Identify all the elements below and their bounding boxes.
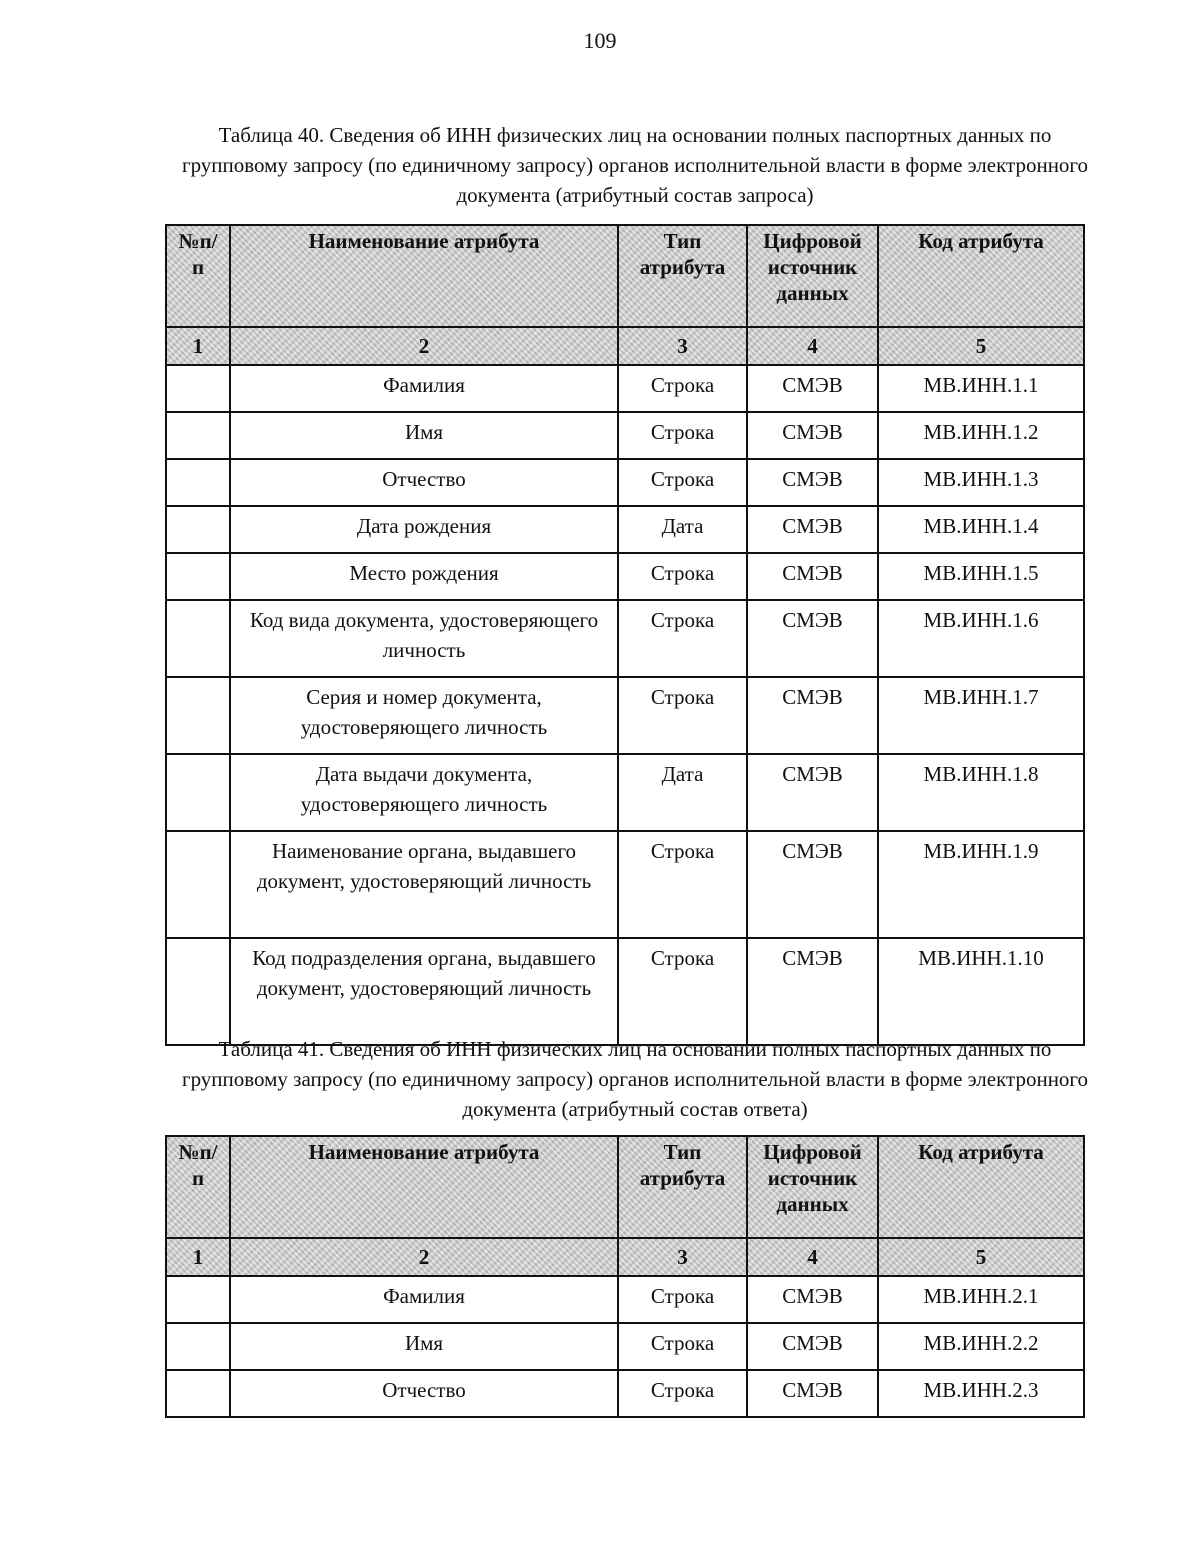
data-source: СМЭВ	[747, 938, 878, 1045]
table-row	[166, 553, 1084, 600]
column-number: 4	[747, 1238, 878, 1276]
data-source: СМЭВ	[747, 365, 878, 412]
attribute-name: Фамилия	[230, 1276, 618, 1323]
row-number	[166, 365, 230, 412]
table-40-header-row	[166, 225, 1084, 327]
data-source: СМЭВ	[747, 600, 878, 677]
attribute-name: Дата выдачи документа, удостоверяющего личность	[230, 754, 618, 831]
data-source: СМЭВ	[747, 412, 878, 459]
data-source: СМЭВ	[747, 831, 878, 938]
attribute-code: МВ.ИНН.1.9	[878, 831, 1084, 938]
data-source: СМЭВ	[747, 1276, 878, 1323]
column-number: 3	[618, 327, 747, 365]
row-number	[166, 1276, 230, 1323]
attribute-type: Строка	[618, 1323, 747, 1370]
table-row	[166, 1323, 1084, 1370]
header-attribute-name: Наименование атрибута	[230, 225, 618, 327]
attribute-type: Строка	[618, 600, 747, 677]
column-number: 3	[618, 1238, 747, 1276]
header-attribute-code: Код атрибута	[878, 1136, 1084, 1238]
attribute-name: Наименование органа, выдавшего документ, удостоверяющий личность	[230, 831, 618, 938]
header-number: №п/п	[166, 225, 230, 327]
attribute-code: МВ.ИНН.1.4	[878, 506, 1084, 553]
attribute-type: Строка	[618, 459, 747, 506]
table-row	[166, 412, 1084, 459]
attribute-name: Имя	[230, 412, 618, 459]
attribute-code: МВ.ИНН.1.2	[878, 412, 1084, 459]
header-attribute-code: Код атрибута	[878, 225, 1084, 327]
attribute-code: МВ.ИНН.2.1	[878, 1276, 1084, 1323]
data-source: СМЭВ	[747, 506, 878, 553]
data-source: СМЭВ	[747, 459, 878, 506]
attribute-code: МВ.ИНН.2.3	[878, 1370, 1084, 1417]
attribute-code: МВ.ИНН.1.8	[878, 754, 1084, 831]
table-40-caption: Таблица 40. Сведения об ИНН физических лиц на основании полных паспортных данных по групповому запросу (по единичному запросу) органов исполнительной власти в форме электронного документа (атрибутный состав запроса)	[181, 123, 1089, 207]
header-data-source: Цифровой источник данных	[747, 225, 878, 327]
header-attribute-type: Тип атрибута	[618, 225, 747, 327]
attribute-type: Строка	[618, 553, 747, 600]
table-41-caption: Таблица 41. Сведения об ИНН физических лиц на основании полных паспортных данных по групповому запросу (по единичному запросу) органов исполнительной власти в форме электронного документа (атрибутный состав ответа)	[181, 1037, 1089, 1121]
table-row	[166, 938, 1084, 1045]
header-attribute-type: Тип атрибута	[618, 1136, 747, 1238]
data-source: СМЭВ	[747, 1323, 878, 1370]
attribute-type: Строка	[618, 412, 747, 459]
row-number	[166, 600, 230, 677]
attribute-code: МВ.ИНН.1.3	[878, 459, 1084, 506]
attribute-name: Отчество	[230, 459, 618, 506]
table-40	[165, 224, 1085, 1046]
attribute-name: Имя	[230, 1323, 618, 1370]
table-41-column-numbers-row	[166, 1238, 1084, 1276]
attribute-type: Дата	[618, 754, 747, 831]
row-number	[166, 1370, 230, 1417]
row-number	[166, 412, 230, 459]
column-number: 4	[747, 327, 878, 365]
data-source: СМЭВ	[747, 553, 878, 600]
attribute-name: Код вида документа, удостоверяющего личность	[230, 600, 618, 677]
header-data-source: Цифровой источник данных	[747, 1136, 878, 1238]
attribute-type: Строка	[618, 677, 747, 754]
attribute-code: МВ.ИНН.1.6	[878, 600, 1084, 677]
data-source: СМЭВ	[747, 1370, 878, 1417]
table-41-header-row	[166, 1136, 1084, 1238]
row-number	[166, 831, 230, 938]
column-number: 1	[166, 1238, 230, 1276]
table-row	[166, 754, 1084, 831]
table-40-column-numbers-row	[166, 327, 1084, 365]
attribute-type: Строка	[618, 365, 747, 412]
row-number	[166, 506, 230, 553]
table-row	[166, 600, 1084, 677]
table-row	[166, 1276, 1084, 1323]
attribute-type: Строка	[618, 1370, 747, 1417]
column-number: 1	[166, 327, 230, 365]
attribute-type: Строка	[618, 1276, 747, 1323]
attribute-name: Место рождения	[230, 553, 618, 600]
attribute-type: Дата	[618, 506, 747, 553]
column-number: 2	[230, 1238, 618, 1276]
table-row	[166, 459, 1084, 506]
attribute-name: Серия и номер документа, удостоверяющего личность	[230, 677, 618, 754]
column-number: 5	[878, 327, 1084, 365]
table-row	[166, 506, 1084, 553]
row-number	[166, 938, 230, 1045]
page-number: 109	[583, 28, 617, 53]
column-number: 5	[878, 1238, 1084, 1276]
attribute-code: МВ.ИНН.1.10	[878, 938, 1084, 1045]
attribute-type: Строка	[618, 831, 747, 938]
attribute-code: МВ.ИНН.1.5	[878, 553, 1084, 600]
data-source: СМЭВ	[747, 754, 878, 831]
table-row	[166, 677, 1084, 754]
attribute-name: Фамилия	[230, 365, 618, 412]
attribute-code: МВ.ИНН.1.1	[878, 365, 1084, 412]
column-number: 2	[230, 327, 618, 365]
attribute-code: МВ.ИНН.2.2	[878, 1323, 1084, 1370]
table-row	[166, 1370, 1084, 1417]
row-number	[166, 553, 230, 600]
attribute-code: МВ.ИНН.1.7	[878, 677, 1084, 754]
table-row	[166, 831, 1084, 938]
header-number: №п/п	[166, 1136, 230, 1238]
row-number	[166, 677, 230, 754]
table-row	[166, 365, 1084, 412]
row-number	[166, 1323, 230, 1370]
attribute-name: Код подразделения органа, выдавшего документ, удостоверяющий личность	[230, 938, 618, 1045]
attribute-name: Отчество	[230, 1370, 618, 1417]
attribute-type: Строка	[618, 938, 747, 1045]
data-source: СМЭВ	[747, 677, 878, 754]
table-41	[165, 1135, 1085, 1418]
attribute-name: Дата рождения	[230, 506, 618, 553]
header-attribute-name: Наименование атрибута	[230, 1136, 618, 1238]
row-number	[166, 754, 230, 831]
row-number	[166, 459, 230, 506]
